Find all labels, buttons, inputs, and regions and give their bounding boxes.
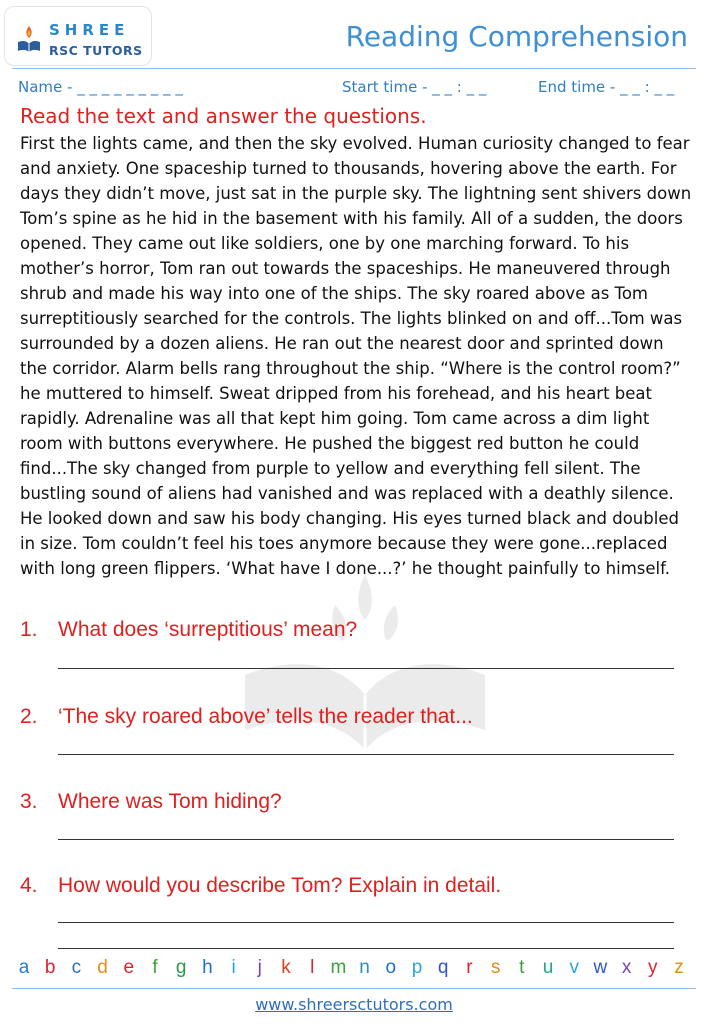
alphabet-letter: i	[231, 957, 236, 978]
alphabet-letter: s	[490, 957, 501, 978]
alphabet-letter: p	[411, 957, 423, 978]
question-text: Where was Tom hiding?	[58, 790, 282, 813]
question-text: How would you describe Tom? Explain in detail.	[58, 874, 502, 897]
alphabet-letter: b	[44, 957, 56, 978]
alphabet-letter: z	[674, 957, 684, 978]
alphabet-letter: w	[593, 957, 608, 978]
alphabet-letter: h	[202, 957, 213, 978]
answer-line-3[interactable]	[58, 839, 674, 840]
answer-line-2[interactable]	[58, 754, 674, 755]
alphabet-strip	[14, 957, 700, 983]
alphabet-letter: j	[257, 957, 262, 978]
question-3	[20, 790, 282, 814]
answer-line-4b[interactable]	[58, 948, 674, 949]
alphabet-letter: x	[621, 957, 632, 978]
alphabet-letter: o	[385, 957, 397, 978]
answer-line-1[interactable]	[58, 668, 674, 669]
alphabet-letter: t	[519, 957, 525, 978]
alphabet-letter: d	[97, 957, 108, 978]
alphabet-letter: g	[175, 957, 187, 978]
name-field[interactable]: Name - _ _ _ _ _ _ _ _ _	[18, 78, 183, 96]
alphabet-letter: y	[648, 957, 658, 978]
alphabet-letter: c	[71, 957, 82, 978]
alphabet-letter: k	[281, 957, 291, 978]
alphabet-letter: a	[18, 957, 30, 978]
question-number: 4.	[20, 874, 38, 897]
alphabet-letter: l	[310, 957, 315, 978]
question-number: 3.	[20, 790, 38, 813]
question-1	[20, 618, 357, 642]
question-number: 1.	[20, 618, 38, 641]
alphabet-letter: n	[359, 957, 370, 978]
end-time-field[interactable]: End time - _ _ : _ _	[538, 78, 675, 96]
page-title: Reading Comprehension	[345, 20, 688, 53]
alphabet-letter: v	[569, 957, 579, 978]
question-text: ‘The sky roared above’ tells the reader that...	[58, 705, 473, 728]
question-4	[20, 874, 501, 898]
alphabet-letter: r	[466, 957, 473, 978]
reading-passage: First the lights came, and then the sky evolved. Human curiosity changed to fear and anxiety. One spaceship turned to thousands, hovering above the earth. For days they didn’t move, just sat in the purple sky. The lightning sent shivers down Tom’s spine as he hid in the basement with his family. All of a sudden, the doors opened. They came out like soldiers, one by one marching forward. To his mother’s horror, Tom ran out towards the spaceships. He maneuvered through shrub and made his way into one of the ships. The sky roared above as Tom surreptitiously searched for the controls. The lights blinked on and off...Tom was surrounded by a dozen aliens. He ran out the nearest door and sprinted down the corridor. Alarm bells rang throughout the ship. “Where is the control room?” he muttered to himself. Sweat dripped from his forehead, and his heart beat rapidly. Adrenaline was all that kept him going. Tom came across a dim light room with buttons everywhere. He pushed the biggest red button he could find...The sky changed from purple to yellow and everything fell silent. The bustling sound of aliens had vanished and was replaced with a deathly silence. He looked down and saw his body changing. His eyes turned black and doubled in size. Tom couldn’t feel his toes anymore because they were gone...replaced with long green flippers. ‘What have I done...?’ he thought painfully to himself.	[20, 134, 692, 578]
logo	[4, 6, 152, 66]
alphabet-letter: e	[123, 957, 135, 978]
instruction-heading: Read the text and answer the questions.	[20, 104, 427, 128]
answer-line-4a[interactable]	[58, 922, 674, 923]
website-link[interactable]: www.shreersctutors.com	[255, 995, 453, 1014]
alphabet-letter: m	[330, 957, 347, 978]
alphabet-letter: u	[542, 957, 554, 978]
header-divider	[12, 68, 696, 69]
alphabet-letter: f	[152, 957, 158, 978]
logo-subtitle: RSC TUTORS	[49, 43, 143, 58]
start-time-field[interactable]: Start time - _ _ : _ _	[342, 78, 487, 96]
question-2	[20, 705, 473, 729]
question-number: 2.	[20, 705, 38, 728]
alphabet-letter: q	[437, 957, 449, 978]
logo-title: SHREE	[49, 21, 130, 39]
book-flame-logo-icon	[17, 24, 41, 54]
footer-divider	[12, 988, 696, 989]
question-text: What does ‘surreptitious’ mean?	[58, 618, 358, 641]
